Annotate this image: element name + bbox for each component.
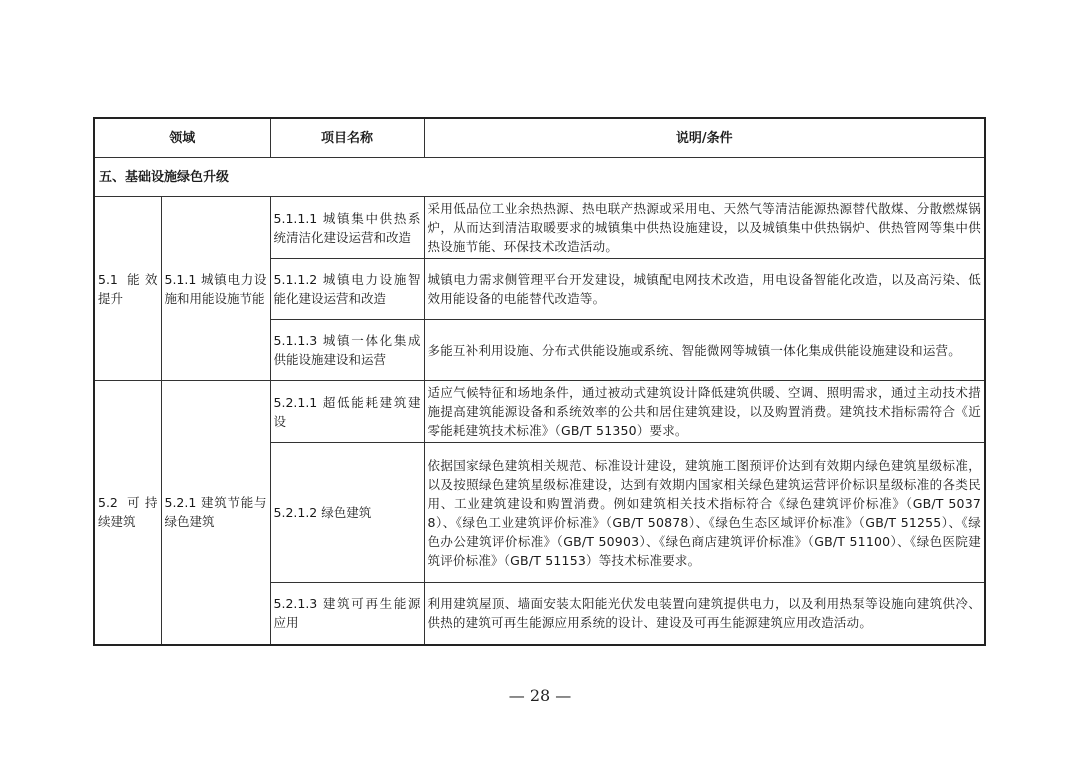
- description-cell: 多能互补利用设施、分布式供能设施或系统、智能微网等城镇一体化集成供能设施建设和运营。: [424, 320, 985, 381]
- project-name-cell: 5.2.1.1 超低能耗建筑建设: [270, 381, 424, 443]
- table-row: [94, 197, 985, 259]
- category-cell: 5.1.1 城镇电力设施和用能设施节能: [161, 197, 270, 381]
- table-row: [94, 381, 985, 443]
- header-domain: 领域: [94, 118, 270, 158]
- project-name-cell: 5.2.1.2 绿色建筑: [270, 443, 424, 583]
- description-cell: 采用低品位工业余热热源、热电联产热源或采用电、天然气等清洁能源热源替代散煤、分散燃煤锅炉，从而达到清洁取暖要求的城镇集中供热设施建设，以及城镇集中供热锅炉、供热管网等集中供热设施节能、环保技术改造活动。: [424, 197, 985, 259]
- section-title: 五、基础设施绿色升级: [94, 158, 985, 197]
- page-number: — 28 —: [508, 686, 572, 705]
- category-cell: 5.2.1 建筑节能与绿色建筑: [161, 381, 270, 645]
- description-cell: 适应气候特征和场地条件，通过被动式建筑设计降低建筑供暖、空调、照明需求，通过主动技术措施提高建筑能源设备和系统效率的公共和居住建筑建设，以及购置消费。建筑技术指标需符合《近零能耗建筑技术标准》（GB/T 51350）要求。: [424, 381, 985, 443]
- project-name-cell: 5.2.1.3 建筑可再生能源应用: [270, 583, 424, 645]
- description-cell: 城镇电力需求侧管理平台开发建设，城镇配电网技术改造，用电设备智能化改造，以及高污染、低效用能设备的电能替代改造等。: [424, 259, 985, 320]
- policy-table: [93, 117, 986, 646]
- header-row: [94, 118, 985, 158]
- section-row: [94, 158, 985, 197]
- project-name-cell: 5.1.1.1 城镇集中供热系统清洁化建设运营和改造: [270, 197, 424, 259]
- domain-cell: 5.1 能效提升: [94, 197, 161, 381]
- header-project-name: 项目名称: [270, 118, 424, 158]
- domain-cell: 5.2 可持续建筑: [94, 381, 161, 645]
- description-cell: 利用建筑屋顶、墙面安装太阳能光伏发电装置向建筑提供电力，以及利用热泵等设施向建筑供冷、供热的建筑可再生能源应用系统的设计、建设及可再生能源建筑应用改造活动。: [424, 583, 985, 645]
- project-name-cell: 5.1.1.3 城镇一体化集成供能设施建设和运营: [270, 320, 424, 381]
- description-cell: 依据国家绿色建筑相关规范、标准设计建设，建筑施工图预评价达到有效期内绿色建筑星级标准，以及按照绿色建筑星级标准建设，达到有效期内国家相关绿色建筑运营评价标识星级标准的各类民用、工业建筑建设和购置消费。例如建筑相关技术指标符合《绿色建筑评价标准》（GB/T 50378）、《绿色工业建筑评价标准》（GB/T 50878）、《绿色生态区域评价标准》（GB/T 51255）、《绿色办公建筑评价标准》（GB/T 50903）、《绿色商店建筑评价标准》（GB/T 51100）、《绿色医院建筑评价标准》（GB/T 51153）等技术标准要求。: [424, 443, 985, 583]
- header-description: 说明/条件: [424, 118, 985, 158]
- project-name-cell: 5.1.1.2 城镇电力设施智能化建设运营和改造: [270, 259, 424, 320]
